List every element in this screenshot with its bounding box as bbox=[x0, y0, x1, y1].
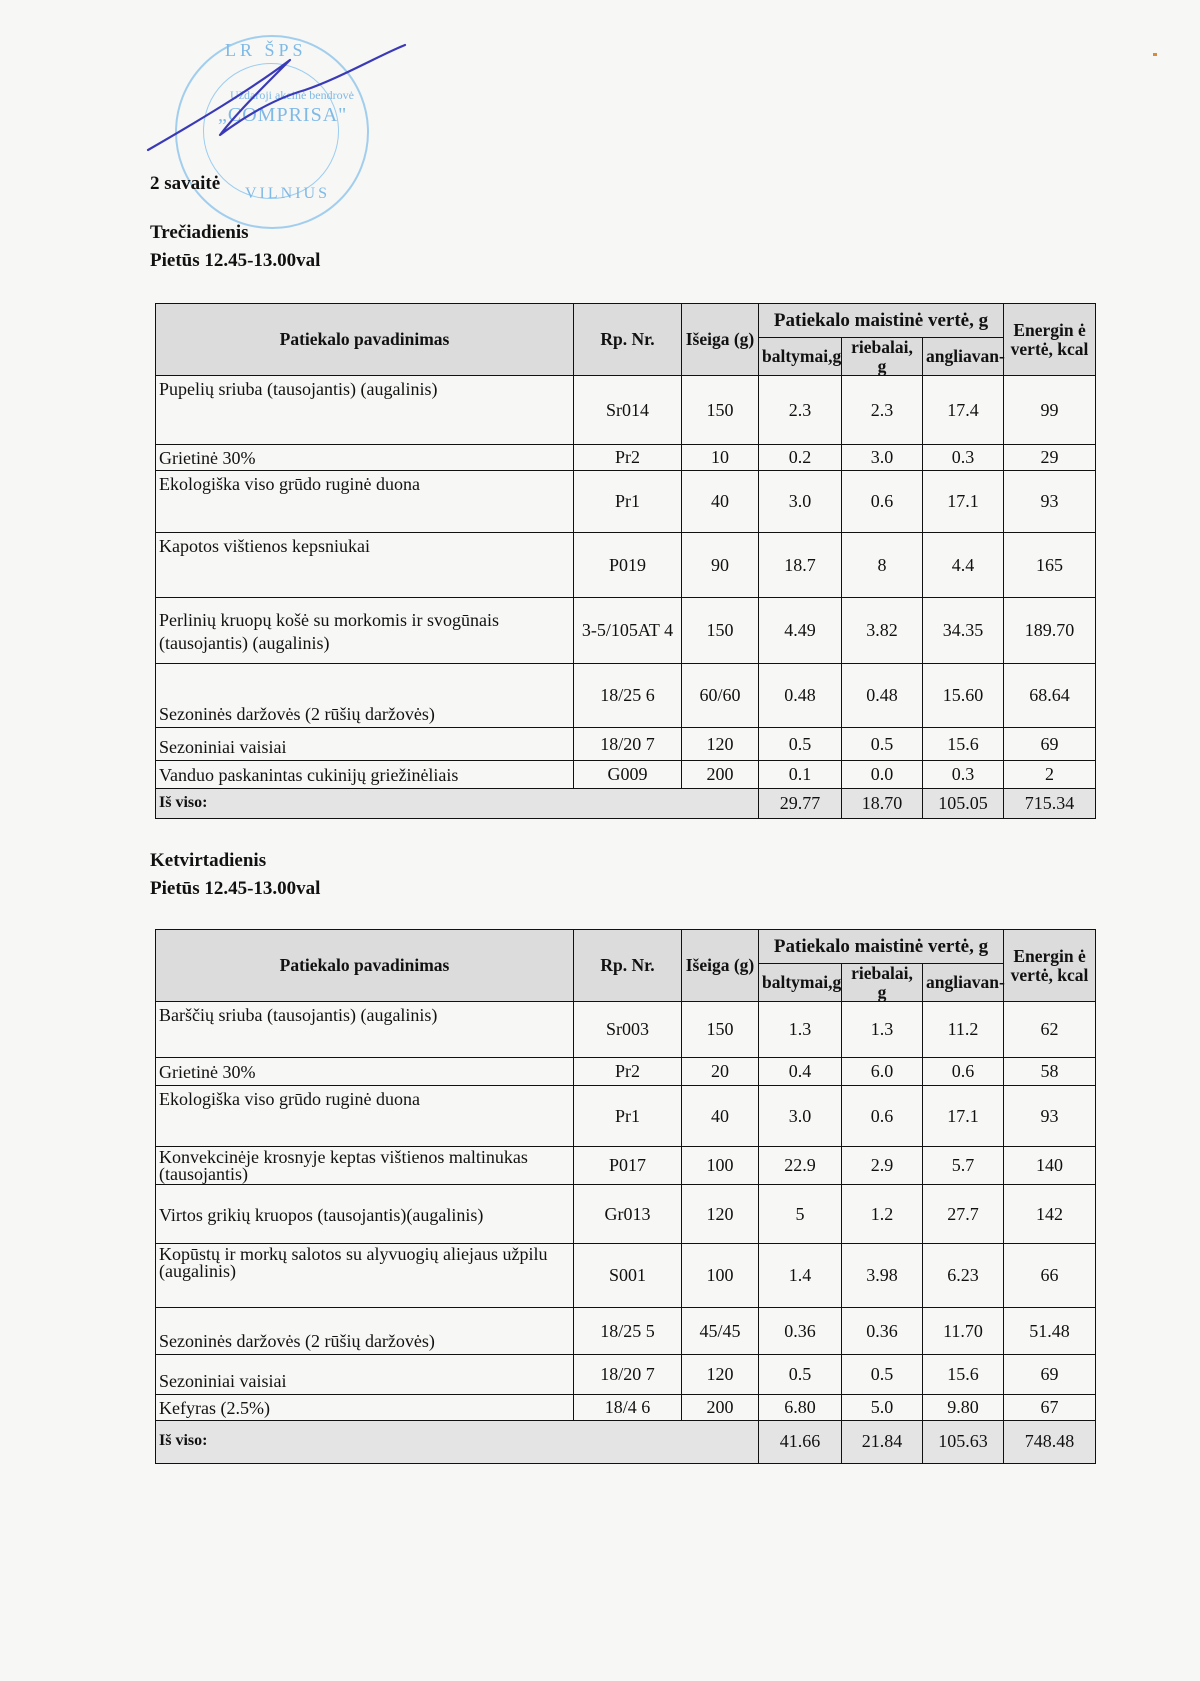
dish-name-cell: Grietinė 30% bbox=[156, 445, 574, 471]
protein-cell: 1.4 bbox=[759, 1244, 842, 1308]
total-row bbox=[156, 1420, 1096, 1463]
day-title: Trečiadienis bbox=[150, 222, 249, 243]
recipe-number-cell: Sr003 bbox=[574, 1002, 682, 1058]
col-header-yield: Išeiga (g) bbox=[682, 930, 759, 1002]
dish-name-cell: Barščių sriuba (tausojantis) (augalinis) bbox=[156, 1002, 574, 1058]
recipe-number-cell: 3-5/105AT 4 bbox=[574, 598, 682, 664]
menu-table-wednesday bbox=[155, 303, 1096, 819]
recipe-number-cell: P019 bbox=[574, 533, 682, 598]
carbs-cell: 11.70 bbox=[923, 1308, 1004, 1355]
fat-cell: 0.48 bbox=[842, 664, 923, 728]
stamp-ring-bottom-text: VILNIUS bbox=[245, 185, 330, 202]
dish-name-cell: Grietinė 30% bbox=[156, 1058, 574, 1086]
yield-cell: 10 bbox=[682, 445, 759, 471]
table-row bbox=[156, 1086, 1096, 1147]
total-carbs-cell: 105.63 bbox=[923, 1420, 1004, 1463]
protein-cell: 0.5 bbox=[759, 728, 842, 761]
week-label: 2 savaitė bbox=[150, 173, 221, 194]
energy-cell: 58 bbox=[1004, 1058, 1096, 1086]
total-protein-cell: 29.77 bbox=[759, 789, 842, 819]
carbs-cell: 15.6 bbox=[923, 728, 1004, 761]
protein-cell: 6.80 bbox=[759, 1395, 842, 1421]
carbs-cell: 15.60 bbox=[923, 664, 1004, 728]
total-label: Iš viso: bbox=[156, 789, 759, 819]
col-header-yield: Išeiga (g) bbox=[682, 304, 759, 376]
recipe-number-cell: Pr1 bbox=[574, 471, 682, 533]
yield-cell: 90 bbox=[682, 533, 759, 598]
carbs-cell: 34.35 bbox=[923, 598, 1004, 664]
col-header-name: Patiekalo pavadinimas bbox=[156, 930, 574, 1002]
dish-name-cell: Sezoninės daržovės (2 rūšių daržovės) bbox=[156, 664, 574, 728]
protein-cell: 22.9 bbox=[759, 1147, 842, 1185]
energy-cell: 51.48 bbox=[1004, 1308, 1096, 1355]
table-row bbox=[156, 728, 1096, 761]
carbs-cell: 17.4 bbox=[923, 376, 1004, 445]
table-row bbox=[156, 664, 1096, 728]
fat-cell: 0.0 bbox=[842, 761, 923, 789]
table-row bbox=[156, 761, 1096, 789]
yield-cell: 150 bbox=[682, 1002, 759, 1058]
col-header-fat: riebalai, g bbox=[842, 338, 923, 376]
fat-cell: 8 bbox=[842, 533, 923, 598]
recipe-number-cell: 18/4 6 bbox=[574, 1395, 682, 1421]
yield-cell: 200 bbox=[682, 1395, 759, 1421]
dish-name-cell: Sezoninės daržovės (2 rūšių daržovės) bbox=[156, 1308, 574, 1355]
protein-cell: 18.7 bbox=[759, 533, 842, 598]
fat-cell: 6.0 bbox=[842, 1058, 923, 1086]
table-row bbox=[156, 598, 1096, 664]
yield-cell: 120 bbox=[682, 1185, 759, 1244]
table-row bbox=[156, 1185, 1096, 1244]
fat-cell: 0.36 bbox=[842, 1308, 923, 1355]
carbs-cell: 17.1 bbox=[923, 1086, 1004, 1147]
table-row bbox=[156, 1244, 1096, 1308]
fat-cell: 2.3 bbox=[842, 376, 923, 445]
total-carbs-cell: 105.05 bbox=[923, 789, 1004, 819]
yield-cell: 40 bbox=[682, 471, 759, 533]
col-header-carbs: angliavan- bbox=[923, 338, 1004, 376]
carbs-cell: 0.3 bbox=[923, 761, 1004, 789]
energy-cell: 29 bbox=[1004, 445, 1096, 471]
dish-name-cell: Kapotos vištienos kepsniukai bbox=[156, 533, 574, 598]
table-row bbox=[156, 533, 1096, 598]
recipe-number-cell: P017 bbox=[574, 1147, 682, 1185]
col-header-rp: Rp. Nr. bbox=[574, 930, 682, 1002]
dish-name-cell: Pupelių sriuba (tausojantis) (augalinis) bbox=[156, 376, 574, 445]
yield-cell: 100 bbox=[682, 1147, 759, 1185]
fat-cell: 3.82 bbox=[842, 598, 923, 664]
yield-cell: 150 bbox=[682, 376, 759, 445]
carbs-cell: 4.4 bbox=[923, 533, 1004, 598]
col-header-protein: baltymai,g bbox=[759, 964, 842, 1002]
dish-name-cell: Ekologiška viso grūdo ruginė duona bbox=[156, 1086, 574, 1147]
carbs-cell: 11.2 bbox=[923, 1002, 1004, 1058]
table-row bbox=[156, 445, 1096, 471]
recipe-number-cell: 18/20 7 bbox=[574, 1355, 682, 1395]
protein-cell: 1.3 bbox=[759, 1002, 842, 1058]
energy-cell: 68.64 bbox=[1004, 664, 1096, 728]
dish-name-cell: Kopūstų ir morkų salotos su alyvuogių aliejaus užpilu (augalinis) bbox=[156, 1244, 574, 1308]
stamp-ring-top-text: LR ŠPS bbox=[225, 40, 307, 60]
dish-name-cell: Konvekcinėje krosnyje keptas vištienos maltinukas (tausojantis) bbox=[156, 1147, 574, 1185]
dish-name-cell: Virtos grikių kruopos (tausojantis)(augalinis) bbox=[156, 1185, 574, 1244]
protein-cell: 3.0 bbox=[759, 1086, 842, 1147]
energy-cell: 2 bbox=[1004, 761, 1096, 789]
energy-cell: 93 bbox=[1004, 1086, 1096, 1147]
scan-speck bbox=[1153, 53, 1157, 56]
total-fat-cell: 18.70 bbox=[842, 789, 923, 819]
dish-name-cell: Sezoniniai vaisiai bbox=[156, 1355, 574, 1395]
protein-cell: 0.4 bbox=[759, 1058, 842, 1086]
fat-cell: 5.0 bbox=[842, 1395, 923, 1421]
energy-cell: 66 bbox=[1004, 1244, 1096, 1308]
energy-cell: 69 bbox=[1004, 728, 1096, 761]
total-fat-cell: 21.84 bbox=[842, 1420, 923, 1463]
menu-table-thursday bbox=[155, 929, 1096, 1464]
energy-cell: 69 bbox=[1004, 1355, 1096, 1395]
col-header-energy: Energin ė vertė, kcal bbox=[1004, 304, 1096, 376]
carbs-cell: 6.23 bbox=[923, 1244, 1004, 1308]
col-header-rp: Rp. Nr. bbox=[574, 304, 682, 376]
yield-cell: 200 bbox=[682, 761, 759, 789]
signature-icon bbox=[140, 20, 410, 160]
table-row bbox=[156, 1058, 1096, 1086]
fat-cell: 3.98 bbox=[842, 1244, 923, 1308]
yield-cell: 20 bbox=[682, 1058, 759, 1086]
recipe-number-cell: 18/20 7 bbox=[574, 728, 682, 761]
carbs-cell: 0.3 bbox=[923, 445, 1004, 471]
table-row bbox=[156, 1002, 1096, 1058]
table-row bbox=[156, 1355, 1096, 1395]
col-header-nutrition: Patiekalo maistinė vertė, g bbox=[759, 930, 1004, 964]
table-row bbox=[156, 471, 1096, 533]
fat-cell: 0.6 bbox=[842, 1086, 923, 1147]
fat-cell: 0.5 bbox=[842, 1355, 923, 1395]
protein-cell: 0.1 bbox=[759, 761, 842, 789]
energy-cell: 93 bbox=[1004, 471, 1096, 533]
energy-cell: 165 bbox=[1004, 533, 1096, 598]
stamp-line1: Uždaroji akcinė bendrovė bbox=[230, 88, 354, 102]
day-title: Ketvirtadienis bbox=[150, 850, 267, 871]
energy-cell: 189.70 bbox=[1004, 598, 1096, 664]
yield-cell: 60/60 bbox=[682, 664, 759, 728]
protein-cell: 4.49 bbox=[759, 598, 842, 664]
dish-name-cell: Vanduo paskanintas cukinijų griežinėliais bbox=[156, 761, 574, 789]
col-header-protein: baltymai,g bbox=[759, 338, 842, 376]
carbs-cell: 5.7 bbox=[923, 1147, 1004, 1185]
protein-cell: 0.48 bbox=[759, 664, 842, 728]
recipe-number-cell: 18/25 5 bbox=[574, 1308, 682, 1355]
table-row bbox=[156, 1308, 1096, 1355]
energy-cell: 140 bbox=[1004, 1147, 1096, 1185]
yield-cell: 40 bbox=[682, 1086, 759, 1147]
dish-name-cell: Ekologiška viso grūdo ruginė duona bbox=[156, 471, 574, 533]
fat-cell: 1.3 bbox=[842, 1002, 923, 1058]
total-energy-cell: 715.34 bbox=[1004, 789, 1096, 819]
recipe-number-cell: Pr2 bbox=[574, 445, 682, 471]
energy-cell: 99 bbox=[1004, 376, 1096, 445]
carbs-cell: 15.6 bbox=[923, 1355, 1004, 1395]
col-header-energy: Energin ė vertė, kcal bbox=[1004, 930, 1096, 1002]
recipe-number-cell: Sr014 bbox=[574, 376, 682, 445]
col-header-carbs: angliavan- bbox=[923, 964, 1004, 1002]
recipe-number-cell: S001 bbox=[574, 1244, 682, 1308]
total-protein-cell: 41.66 bbox=[759, 1420, 842, 1463]
carbs-cell: 17.1 bbox=[923, 471, 1004, 533]
recipe-number-cell: 18/25 6 bbox=[574, 664, 682, 728]
recipe-number-cell: Gr013 bbox=[574, 1185, 682, 1244]
carbs-cell: 27.7 bbox=[923, 1185, 1004, 1244]
energy-cell: 67 bbox=[1004, 1395, 1096, 1421]
dish-name-cell: Kefyras (2.5%) bbox=[156, 1395, 574, 1421]
dish-name-cell: Perlinių kruopų košė su morkomis ir svogūnais (tausojantis) (augalinis) bbox=[156, 598, 574, 664]
table-row bbox=[156, 1147, 1096, 1185]
carbs-cell: 9.80 bbox=[923, 1395, 1004, 1421]
table-row bbox=[156, 1395, 1096, 1421]
recipe-number-cell: G009 bbox=[574, 761, 682, 789]
fat-cell: 0.5 bbox=[842, 728, 923, 761]
protein-cell: 5 bbox=[759, 1185, 842, 1244]
yield-cell: 100 bbox=[682, 1244, 759, 1308]
recipe-number-cell: Pr2 bbox=[574, 1058, 682, 1086]
total-energy-cell: 748.48 bbox=[1004, 1420, 1096, 1463]
table-row bbox=[156, 376, 1096, 445]
total-row bbox=[156, 789, 1096, 819]
recipe-number-cell: Pr1 bbox=[574, 1086, 682, 1147]
protein-cell: 0.5 bbox=[759, 1355, 842, 1395]
stamp-company-name: „COMPRISA" bbox=[218, 104, 348, 126]
energy-cell: 62 bbox=[1004, 1002, 1096, 1058]
protein-cell: 0.36 bbox=[759, 1308, 842, 1355]
fat-cell: 2.9 bbox=[842, 1147, 923, 1185]
total-label: Iš viso: bbox=[156, 1420, 759, 1463]
dish-name-cell: Sezoniniai vaisiai bbox=[156, 728, 574, 761]
carbs-cell: 0.6 bbox=[923, 1058, 1004, 1086]
protein-cell: 0.2 bbox=[759, 445, 842, 471]
protein-cell: 3.0 bbox=[759, 471, 842, 533]
protein-cell: 2.3 bbox=[759, 376, 842, 445]
col-header-name: Patiekalo pavadinimas bbox=[156, 304, 574, 376]
yield-cell: 150 bbox=[682, 598, 759, 664]
energy-cell: 142 bbox=[1004, 1185, 1096, 1244]
meal-time: Pietūs 12.45-13.00val bbox=[150, 250, 321, 271]
yield-cell: 45/45 bbox=[682, 1308, 759, 1355]
col-header-nutrition: Patiekalo maistinė vertė, g bbox=[759, 304, 1004, 338]
fat-cell: 1.2 bbox=[842, 1185, 923, 1244]
yield-cell: 120 bbox=[682, 728, 759, 761]
col-header-fat: riebalai, g bbox=[842, 964, 923, 1002]
yield-cell: 120 bbox=[682, 1355, 759, 1395]
fat-cell: 0.6 bbox=[842, 471, 923, 533]
meal-time: Pietūs 12.45-13.00val bbox=[150, 878, 321, 899]
fat-cell: 3.0 bbox=[842, 445, 923, 471]
